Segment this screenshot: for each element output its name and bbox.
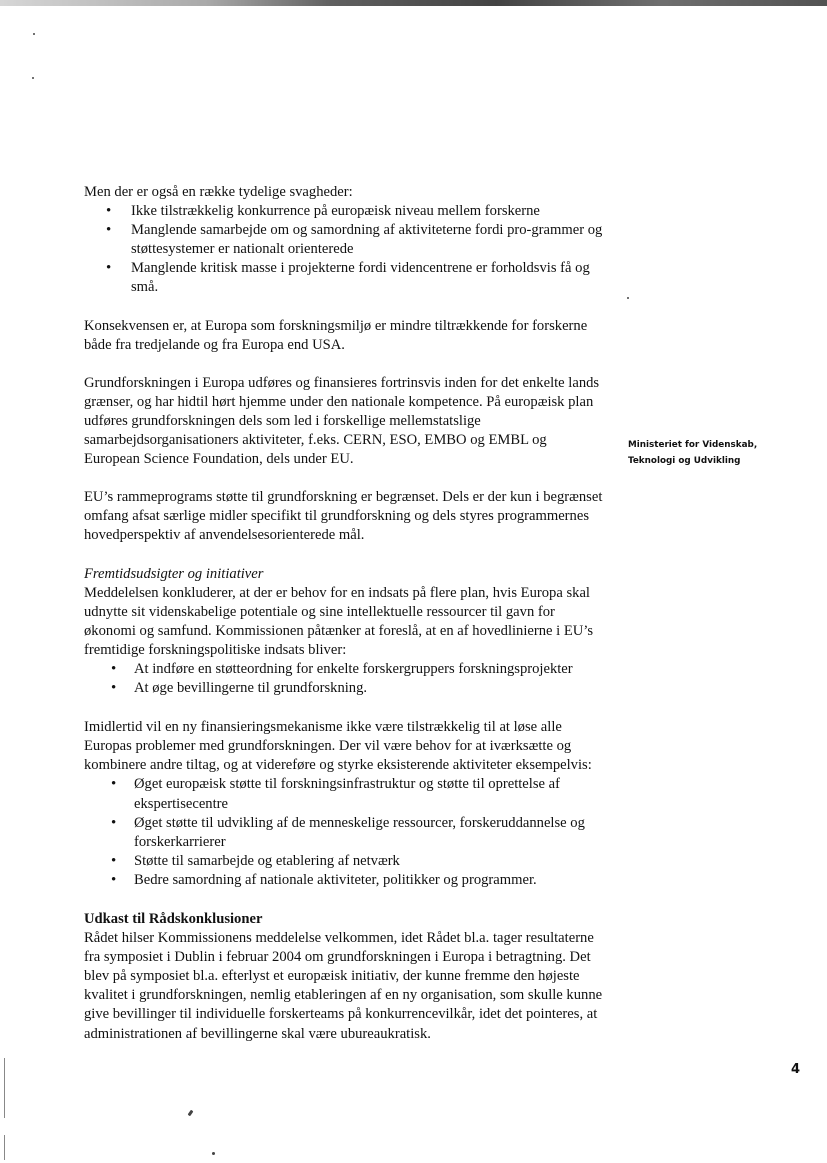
scan-left-mark	[4, 1135, 5, 1160]
paragraph-communication: Meddelelsen konkluderer, at der er behov for en indsats på flere plan, hvis Europa skal udnytte sit videnskabelige potentiale og sine intellektuelle ressourcer til gavn for økonomi og samfund. Kommissionen påtænker at foreslå, at en af hovedlinierne i EU’s fremtidige forskningspolitiske indsats bliver:	[84, 584, 594, 658]
paragraph-eu-framework: EU’s rammeprograms støtte til grundforskning er begrænset. Dels er der kun i begrænset omfang afsat særlige midler specifikt til grundforskning og dels styres programmernes hovedperspektiv af anvendelsesorienterede mål.	[84, 489, 603, 544]
weaknesses-list	[84, 202, 604, 297]
scan-speck	[33, 33, 35, 35]
ministry-label	[628, 437, 798, 469]
scan-left-mark	[4, 1058, 5, 1118]
initiatives-list	[84, 660, 604, 698]
paragraph-draft: Rådet hilser Kommissionens meddelelse velkommen, idet Rådet bl.a. tager resultaterne fra symposiet i Dublin i februar 2004 om grundforskningen i Europa i betragtning. Det blev på symposiet bl.a. efterlyst et europæisk initiativ, der kunne fremme den højeste kvalitet i grundforskningen, nemlig etableringen af en ny organisation, som skulle kunne give bevillinger til individuelle forskerteams på konkurrencevilkår, idet det pointeres, at administrationen af bevillingerne skal være ubureaukratisk.	[84, 930, 603, 1042]
list-item: • Manglende kritisk masse i projekterne fordi videncentrene er forholdsvis få og små.	[84, 259, 604, 297]
list-item: • Øget europæisk støtte til forskningsinfrastruktur og støtte til oprettelse af ekspertisecentre	[84, 775, 604, 813]
subheading-outlook: Fremtidsudsigter og initiativer	[84, 565, 264, 582]
page-number: 4	[791, 1062, 801, 1077]
paragraph-mechanism: Imidlertid vil en ny finansieringsmekanisme ikke være tilstrækkelig til at løse alle Europas problemer med grundforskningen. Der vil være behov for at iværksætte og kombinere andre tiltag, og at videreføre og styrke eksisterende aktiviteter eksempelvis:	[84, 719, 592, 774]
scan-speck	[212, 1152, 215, 1155]
paragraph-consequence: Konsekvensen er, at Europa som forskningsmiljø er mindre tiltrækkende for forskerne både fra tredjelande og fra Europa end USA.	[84, 317, 588, 353]
list-item: • At indføre en støtteordning for enkelte forskergruppers forskningsprojekter	[84, 660, 604, 679]
heading-draft-conclusions: Udkast til Rådskonklusioner	[84, 911, 263, 927]
document-body	[84, 183, 604, 1044]
scan-speck	[188, 1110, 194, 1117]
measures-list	[84, 775, 604, 890]
paragraph-basic-research: Grundforskningen i Europa udføres og finansieres fortrinsvis inden for det enkelte lands grænser, og har hidtil hørt hjemme under den nationale kompetence. På europæisk plan udføres grundforskningen dels som led i forskellige mellemstatslige samarbejdsorganisationers aktiviteter, f.eks. CERN, ESO, EMBO og EMBL og European Science Foundation, dels under EU.	[84, 374, 600, 468]
list-item: • Bedre samordning af nationale aktiviteter, politikker og programmer.	[84, 871, 604, 890]
scan-speck	[627, 297, 629, 299]
list-item: • Støtte til samarbejde og etablering af netværk	[84, 852, 604, 871]
scan-top-edge	[0, 0, 827, 6]
list-item: • At øge bevillingerne til grundforskning.	[84, 679, 604, 698]
list-item: • Manglende samarbejde om og samordning af aktiviteterne fordi pro-grammer og støttesystemer er nationalt orienterede	[84, 221, 604, 259]
list-item: • Øget støtte til udvikling af de menneskelige ressourcer, forskeruddannelse og forskerkarrierer	[84, 814, 604, 852]
intro-line: Men der er også en række tydelige svagheder:	[84, 184, 353, 200]
ministry-line-2: Teknologi og Udvikling	[628, 456, 741, 466]
scan-speck	[32, 77, 34, 79]
list-item: • Ikke tilstrækkelig konkurrence på europæisk niveau mellem forskerne	[84, 202, 604, 221]
ministry-line-1: Ministeriet for Videnskab,	[628, 440, 758, 450]
